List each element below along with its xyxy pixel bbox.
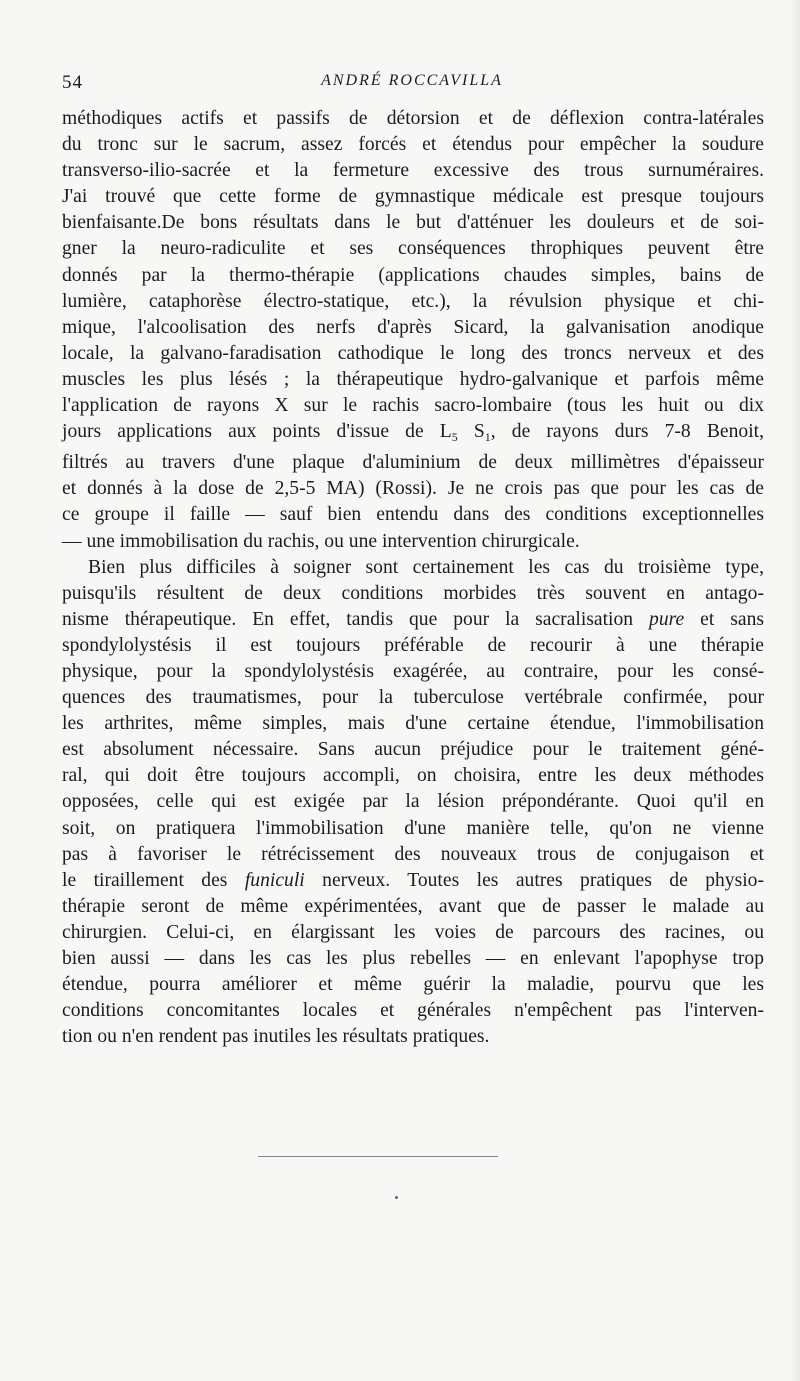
text-line — [62, 419, 764, 450]
text-line: — une immobilisation du rachis, ou une intervention chirurgicale. — [62, 530, 580, 552]
paragraph-1 — [62, 106, 764, 555]
text-line: tion ou n'en rendent pas inutiles les résultats pratiques. — [62, 1026, 490, 1048]
text-line: ce groupe il faille — sauf bien entendu dans des conditions exceptionnelles — [62, 504, 764, 526]
running-title: ANDRÉ ROCCAVILLA — [321, 72, 503, 89]
text-fragment: S — [457, 421, 485, 443]
text-line: filtrés au travers d'une plaque d'aluminium de deux millimètres d'épaisseur — [62, 452, 764, 474]
page-header — [62, 72, 762, 94]
subscript: 5 — [451, 430, 458, 445]
text-line: locale, la galvano-faradisation cathodique le long des troncs nerveux et des — [62, 342, 764, 364]
text-fragment: le tiraillement des — [62, 869, 245, 891]
text-line: méthodiques actifs et passifs de détorsion et de déflexion contra-latérales — [62, 108, 764, 129]
text-line: pas à favoriser le rétrécissement des nouveaux trous de conjugaison et — [62, 843, 764, 865]
text-fragment: , de rayons durs 7-8 Benoit, — [490, 421, 764, 443]
text-line: soit, on pratiquera l'immobilisation d'une manière telle, qu'on ne vienne — [62, 817, 764, 839]
text-line: chirurgien. Celui-ci, en élargissant les voies de parcours des racines, ou — [62, 921, 764, 943]
text-line — [62, 868, 764, 894]
text-line: conditions concomitantes locales et générales n'empêchent pas l'interven- — [62, 1000, 764, 1022]
text-line: transverso-ilio-sacrée et la fermeture excessive des trous surnuméraires. — [62, 160, 764, 182]
text-line: est absolument nécessaire. Sans aucun préjudice pour le traitement géné- — [62, 739, 764, 761]
text-fragment: nerveux. Toutes les autres pratiques de physio- — [304, 869, 764, 891]
paragraph-2 — [62, 555, 764, 1051]
text-line: mique, l'alcoolisation des nerfs d'après Sicard, la galvanisation anodique — [62, 316, 764, 338]
text-line: muscles les plus lésés ; la thérapeutique hydro-galvanique et parfois même — [62, 368, 764, 390]
body-text — [62, 106, 764, 1050]
text-line: du tronc sur le sacrum, assez forcés et étendus pour empêcher la soudure — [62, 134, 764, 156]
text-line: et donnés à la dose de 2,5-5 MA) (Rossi). Je ne crois pas que pour les cas de — [62, 478, 764, 500]
text-fragment: et sans — [684, 608, 764, 630]
section-divider — [258, 1156, 498, 1157]
italic-term: pure — [649, 608, 685, 630]
text-line: bienfaisante.De bons résultats dans le but d'atténuer les douleurs et de soi- — [62, 212, 764, 234]
text-line: étendue, pourra améliorer et même guérir la maladie, pourvu que les — [62, 974, 764, 996]
page-edge — [790, 0, 800, 1381]
text-line: opposées, celle qui est exigée par la lésion prépondérante. Quoi qu'il en — [62, 791, 764, 813]
text-line: puisqu'ils résultent de deux conditions morbides très souvent en antago- — [62, 582, 764, 604]
text-line: bien aussi — dans les cas les plus rebelles — en enlevant l'apophyse trop — [62, 948, 764, 969]
text-line: physique, pour la spondylolystésis exagérée, au contraire, pour les consé- — [62, 660, 764, 682]
text-line: l'application de rayons X sur le rachis sacro-lombaire (tous les huit ou dix — [62, 395, 764, 417]
text-line: gner la neuro-radiculite et ses conséquences throphiques peuvent être — [62, 238, 764, 260]
text-line: donnés par la thermo-thérapie (applications chaudes simples, bains de — [62, 264, 764, 286]
text-line — [62, 607, 764, 633]
text-line: thérapie seront de même expérimentées, avant que de passer le malade au — [62, 895, 764, 917]
text-line: J'ai trouvé que cette forme de gymnastique médicale est presque toujours — [62, 186, 764, 208]
subscript: 1 — [484, 430, 491, 445]
italic-term: funiculi — [244, 869, 305, 891]
text-line: spondylolystésis il est toujours préférable de recourir à une thérapie — [62, 634, 764, 656]
text-line: ral, qui doit être toujours accompli, on choisira, entre les deux méthodes — [62, 765, 764, 787]
text-line: quences des traumatismes, pour la tuberculose vertébrale confirmée, pour — [62, 687, 764, 709]
text-line: Bien plus difficiles à soigner sont certainement les cas du troisième type, — [88, 556, 764, 578]
print-speck — [395, 1196, 398, 1199]
text-line: lumière, cataphorèse électro-statique, etc.), la révulsion physique et chi- — [62, 290, 764, 312]
text-line: les arthrites, même simples, mais d'une certaine étendue, l'immobilisation — [62, 713, 764, 735]
page-number: 54 — [62, 72, 83, 93]
text-fragment: nisme thérapeutique. En effet, tandis que pour la sacralisation — [62, 608, 650, 630]
text-fragment: jours applications aux points d'issue de L — [62, 421, 452, 443]
